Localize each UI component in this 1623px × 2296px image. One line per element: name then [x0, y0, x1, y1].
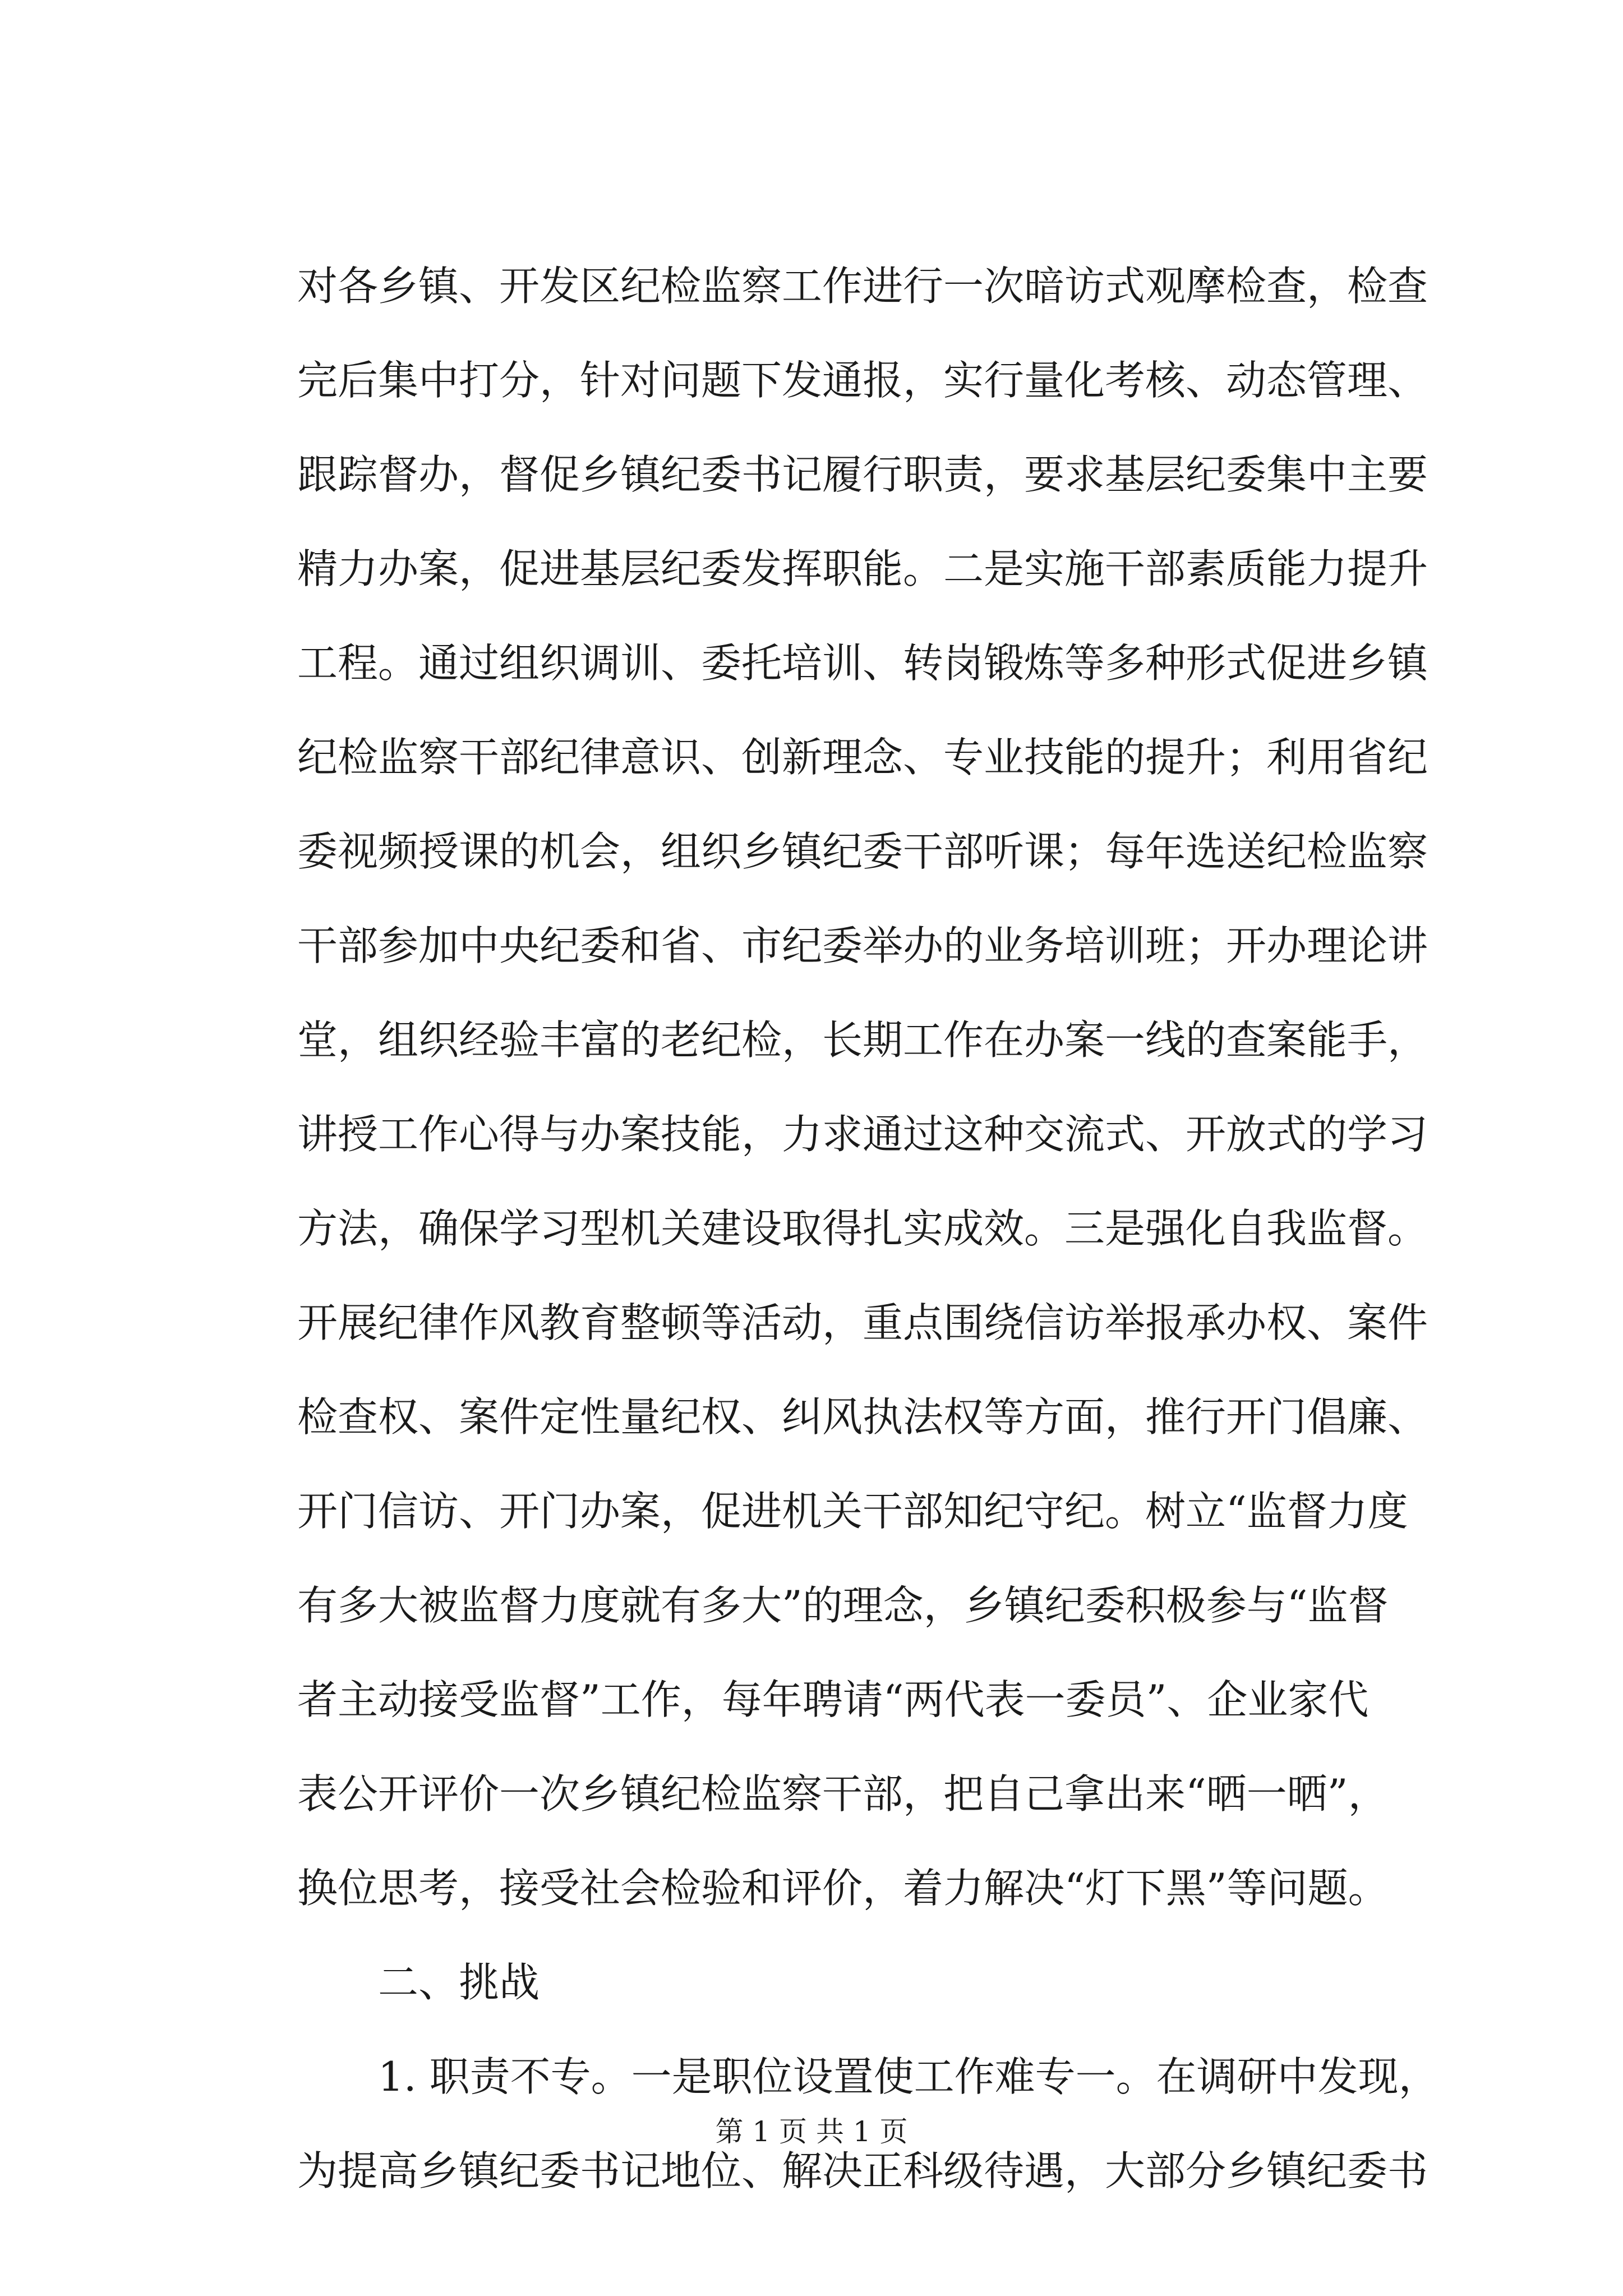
text-line: 1. 职责不专。一是职位设置使工作难专一。在调研中发现，	[378, 2053, 1439, 2100]
text-line: 开门信访、开门办案，促进机关干部知纪守纪。树立“监督力度	[297, 1488, 1408, 1535]
text-line: 检查权、案件定性量纪权、纠风执法权等方面，推行开门倡廉、	[297, 1393, 1428, 1441]
text-line: 工程。通过组织调训、委托培训、转岗锻炼等多种形式促进乡镇	[297, 639, 1428, 687]
text-line: 堂，组织经验丰富的老纪检，长期工作在办案一线的查案能手，	[297, 1016, 1428, 1064]
page-footer: 第 1 页 共 1 页	[715, 2115, 908, 2148]
text-line: 纪检监察干部纪律意识、创新理念、专业技能的提升；利用省纪	[297, 734, 1428, 781]
text-line: 讲授工作心得与办案技能，力求通过这种交流式、开放式的学习	[297, 1111, 1428, 1158]
text-line: 干部参加中央纪委和省、市纪委举办的业务培训班；开办理论讲	[297, 922, 1428, 969]
text-line: 完后集中打分，针对问题下发通报，实行量化考核、动态管理、	[297, 357, 1428, 404]
text-line: 对各乡镇、开发区纪检监察工作进行一次暗访式观摩检查，检查	[297, 263, 1428, 310]
text-line: 开展纪律作风教育整顿等活动，重点围绕信访举报承办权、案件	[297, 1299, 1428, 1346]
text-line: 有多大被监督力度就有多大”的理念，乡镇纪委积极参与“监督	[297, 1582, 1389, 1629]
text-line: 精力办案，促进基层纪委发挥职能。二是实施干部素质能力提升	[297, 545, 1428, 592]
text-line: 者主动接受监督”工作，每年聘请“两代表一委员”、企业家代	[297, 1676, 1369, 1723]
text-line: 换位思考，接受社会检验和评价，着力解决“灯下黑”等问题。	[297, 1865, 1389, 1912]
text-line: 表公开评价一次乡镇纪检监察干部，把自己拿出来“晒一晒”，	[297, 1770, 1389, 1818]
text-line: 委视频授课的机会，组织乡镇纪委干部听课；每年选送纪检监察	[297, 828, 1428, 875]
text-line: 跟踪督办，督促乡镇纪委书记履行职责，要求基层纪委集中主要	[297, 451, 1428, 498]
document-body	[297, 263, 1439, 2243]
section-heading: 二、挑战	[378, 1959, 540, 2006]
text-line: 方法，确保学习型机关建设取得扎实成效。三是强化自我监督。	[297, 1205, 1428, 1252]
text-line: 为提高乡镇纪委书记地位、解决正科级待遇，大部分乡镇纪委书	[297, 2147, 1428, 2194]
